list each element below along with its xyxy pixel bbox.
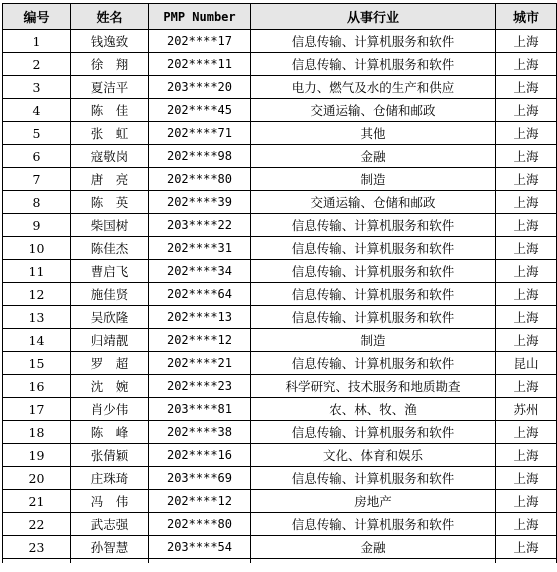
cell-id[interactable]: 1 xyxy=(3,30,71,53)
cell-pmp-number[interactable]: 202****80 xyxy=(149,168,251,191)
cell-id[interactable]: 20 xyxy=(3,467,71,490)
table-row xyxy=(3,306,557,329)
cell-city[interactable]: 上海 xyxy=(496,306,557,329)
cell-name[interactable]: 肖少伟 xyxy=(71,398,149,421)
cell-id[interactable]: 21 xyxy=(3,490,71,513)
cell-city[interactable]: 上海 xyxy=(496,444,557,467)
cell-id[interactable]: 10 xyxy=(3,237,71,260)
cell-industry[interactable]: 信息传输、计算机服务和软件 xyxy=(251,260,496,283)
table-row xyxy=(3,214,557,237)
cell-name[interactable]: 施佳贤 xyxy=(71,283,149,306)
cell-city[interactable]: 上海 xyxy=(496,513,557,536)
cell-industry[interactable]: 制造 xyxy=(251,329,496,352)
cell-pmp-number[interactable]: 202****64 xyxy=(149,283,251,306)
cell-industry[interactable]: 信息传输、计算机服务和软件 xyxy=(251,421,496,444)
cell-pmp-number[interactable]: 202****34 xyxy=(149,260,251,283)
cell-id[interactable]: 11 xyxy=(3,260,71,283)
cell-industry[interactable]: 信息传输、计算机服务和软件 xyxy=(251,352,496,375)
cell-id[interactable]: 19 xyxy=(3,444,71,467)
cell-id[interactable]: 6 xyxy=(3,145,71,168)
cell-pmp-number[interactable]: 202****17 xyxy=(149,30,251,53)
cell-industry[interactable]: 交通运输、仓储和邮政 xyxy=(251,99,496,122)
cell-city[interactable]: 上海 xyxy=(496,145,557,168)
cell-industry[interactable]: 交通运输、仓储和邮政 xyxy=(251,191,496,214)
table-row xyxy=(3,260,557,283)
cell-city[interactable]: 苏州 xyxy=(496,398,557,421)
cell-pmp-number[interactable]: 203****69 xyxy=(149,467,251,490)
cell-pmp-number[interactable]: 203****54 xyxy=(149,536,251,559)
table-row xyxy=(3,444,557,467)
cell-name[interactable]: 徐 翔 xyxy=(71,53,149,76)
cell-id[interactable]: 17 xyxy=(3,398,71,421)
table-row xyxy=(3,329,557,352)
cell-city[interactable]: 上海 xyxy=(496,490,557,513)
cell-name[interactable]: 张倩颖 xyxy=(71,444,149,467)
empty-cell[interactable] xyxy=(3,559,71,564)
cell-city[interactable]: 上海 xyxy=(496,99,557,122)
table-body xyxy=(3,30,557,564)
cell-name[interactable]: 张 虹 xyxy=(71,122,149,145)
cell-city[interactable]: 上海 xyxy=(496,191,557,214)
cell-pmp-number[interactable]: 202****11 xyxy=(149,53,251,76)
cell-pmp-number[interactable]: 202****71 xyxy=(149,122,251,145)
empty-cell[interactable] xyxy=(149,559,251,564)
header-cell-industry[interactable]: 从事行业 xyxy=(251,4,496,30)
cell-name[interactable]: 归靖靓 xyxy=(71,329,149,352)
cell-pmp-number[interactable]: 202****12 xyxy=(149,490,251,513)
table-row xyxy=(3,76,557,99)
cell-city[interactable]: 昆山 xyxy=(496,352,557,375)
cell-industry[interactable]: 农、林、牧、渔 xyxy=(251,398,496,421)
empty-cell[interactable] xyxy=(251,559,496,564)
cell-id[interactable]: 15 xyxy=(3,352,71,375)
cell-city[interactable]: 上海 xyxy=(496,168,557,191)
cell-id[interactable]: 18 xyxy=(3,421,71,444)
header-cell-pmp-number[interactable]: PMP Number xyxy=(149,4,251,30)
table-row xyxy=(3,352,557,375)
cell-pmp-number[interactable]: 203****22 xyxy=(149,214,251,237)
cell-name[interactable]: 柴国树 xyxy=(71,214,149,237)
empty-cell[interactable] xyxy=(71,559,149,564)
cell-pmp-number[interactable]: 202****31 xyxy=(149,237,251,260)
cell-pmp-number[interactable]: 203****81 xyxy=(149,398,251,421)
sheet-view xyxy=(0,3,557,572)
cell-name[interactable]: 罗 超 xyxy=(71,352,149,375)
cell-id[interactable]: 22 xyxy=(3,513,71,536)
cell-pmp-number[interactable]: 202****16 xyxy=(149,444,251,467)
table-row xyxy=(3,513,557,536)
table-row xyxy=(3,421,557,444)
cell-name[interactable]: 吴欣隆 xyxy=(71,306,149,329)
table-row xyxy=(3,99,557,122)
cell-industry[interactable]: 信息传输、计算机服务和软件 xyxy=(251,237,496,260)
table-row xyxy=(3,168,557,191)
cell-id[interactable]: 3 xyxy=(3,76,71,99)
cell-industry[interactable]: 信息传输、计算机服务和软件 xyxy=(251,30,496,53)
cell-name[interactable]: 武志强 xyxy=(71,513,149,536)
cell-industry[interactable]: 电力、燃气及水的生产和供应 xyxy=(251,76,496,99)
cell-id[interactable]: 12 xyxy=(3,283,71,306)
table-row xyxy=(3,283,557,306)
cell-id[interactable]: 23 xyxy=(3,536,71,559)
cell-pmp-number[interactable]: 202****39 xyxy=(149,191,251,214)
cell-pmp-number[interactable]: 202****38 xyxy=(149,421,251,444)
cell-city[interactable]: 上海 xyxy=(496,53,557,76)
table-row xyxy=(3,490,557,513)
cell-industry[interactable]: 房地产 xyxy=(251,490,496,513)
cell-name[interactable]: 冯 伟 xyxy=(71,490,149,513)
cell-industry[interactable]: 其他 xyxy=(251,122,496,145)
cell-name[interactable]: 陈 英 xyxy=(71,191,149,214)
cell-id[interactable]: 5 xyxy=(3,122,71,145)
cell-city[interactable]: 上海 xyxy=(496,375,557,398)
pmp-member-table xyxy=(2,3,557,563)
cell-industry[interactable]: 科学研究、技术服务和地质勘查 xyxy=(251,375,496,398)
cell-pmp-number[interactable]: 202****12 xyxy=(149,329,251,352)
cell-name[interactable]: 曹启飞 xyxy=(71,260,149,283)
cell-city[interactable]: 上海 xyxy=(496,421,557,444)
cell-industry[interactable]: 信息传输、计算机服务和软件 xyxy=(251,53,496,76)
cell-name[interactable]: 钱逸致 xyxy=(71,30,149,53)
table-row xyxy=(3,375,557,398)
cell-name[interactable]: 陈佳杰 xyxy=(71,237,149,260)
cell-industry[interactable]: 信息传输、计算机服务和软件 xyxy=(251,306,496,329)
cell-id[interactable]: 7 xyxy=(3,168,71,191)
cell-pmp-number[interactable]: 202****23 xyxy=(149,375,251,398)
header-cell-name[interactable]: 姓名 xyxy=(71,4,149,30)
cell-industry[interactable]: 信息传输、计算机服务和软件 xyxy=(251,283,496,306)
table-row xyxy=(3,191,557,214)
cell-industry[interactable]: 制造 xyxy=(251,168,496,191)
cell-name[interactable]: 庄珠琦 xyxy=(71,467,149,490)
table-row xyxy=(3,237,557,260)
cell-id[interactable]: 9 xyxy=(3,214,71,237)
cell-name[interactable]: 寇敬岗 xyxy=(71,145,149,168)
cell-pmp-number[interactable]: 202****98 xyxy=(149,145,251,168)
table-row xyxy=(3,30,557,53)
cell-pmp-number[interactable]: 202****45 xyxy=(149,99,251,122)
cell-name[interactable]: 陈 佳 xyxy=(71,99,149,122)
cell-industry[interactable]: 信息传输、计算机服务和软件 xyxy=(251,214,496,237)
cell-id[interactable]: 2 xyxy=(3,53,71,76)
cell-industry[interactable]: 信息传输、计算机服务和软件 xyxy=(251,467,496,490)
cell-city[interactable]: 上海 xyxy=(496,536,557,559)
header-cell-city[interactable]: 城市 xyxy=(496,4,557,30)
cell-city[interactable]: 上海 xyxy=(496,283,557,306)
cell-city[interactable]: 上海 xyxy=(496,260,557,283)
cell-pmp-number[interactable]: 202****80 xyxy=(149,513,251,536)
table-row xyxy=(3,145,557,168)
cell-city[interactable]: 上海 xyxy=(496,237,557,260)
table-row-partial xyxy=(3,559,557,564)
cell-city[interactable]: 上海 xyxy=(496,122,557,145)
table-row xyxy=(3,536,557,559)
cell-pmp-number[interactable]: 203****20 xyxy=(149,76,251,99)
table-row xyxy=(3,53,557,76)
table-row xyxy=(3,467,557,490)
cell-city[interactable]: 上海 xyxy=(496,30,557,53)
cell-pmp-number[interactable]: 202****13 xyxy=(149,306,251,329)
cell-city[interactable]: 上海 xyxy=(496,467,557,490)
cell-industry[interactable]: 金融 xyxy=(251,145,496,168)
cell-city[interactable]: 上海 xyxy=(496,76,557,99)
header-cell-id[interactable]: 编号 xyxy=(3,4,71,30)
cell-id[interactable]: 4 xyxy=(3,99,71,122)
cell-pmp-number[interactable]: 202****21 xyxy=(149,352,251,375)
cell-name[interactable]: 陈 峰 xyxy=(71,421,149,444)
cell-name[interactable]: 唐 亮 xyxy=(71,168,149,191)
cell-industry[interactable]: 信息传输、计算机服务和软件 xyxy=(251,513,496,536)
cell-name[interactable]: 沈 婉 xyxy=(71,375,149,398)
cell-id[interactable]: 14 xyxy=(3,329,71,352)
cell-industry[interactable]: 金融 xyxy=(251,536,496,559)
cell-name[interactable]: 孙智慧 xyxy=(71,536,149,559)
table-row xyxy=(3,398,557,421)
cell-name[interactable]: 夏洁平 xyxy=(71,76,149,99)
table-row xyxy=(3,122,557,145)
cell-id[interactable]: 13 xyxy=(3,306,71,329)
cell-id[interactable]: 8 xyxy=(3,191,71,214)
cell-id[interactable]: 16 xyxy=(3,375,71,398)
header-row xyxy=(3,4,557,30)
cell-industry[interactable]: 文化、体育和娱乐 xyxy=(251,444,496,467)
empty-cell[interactable] xyxy=(496,559,557,564)
cell-city[interactable]: 上海 xyxy=(496,214,557,237)
cell-city[interactable]: 上海 xyxy=(496,329,557,352)
